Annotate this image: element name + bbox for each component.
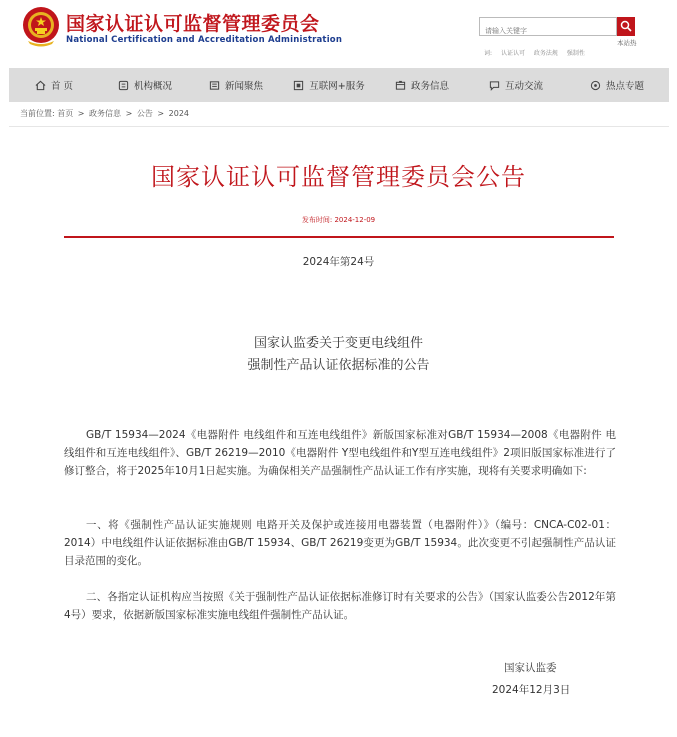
search-box <box>479 17 617 36</box>
nav-item-label: 首 页 <box>50 81 74 92</box>
subtitle-line: 国家认监委关于变更电线组件 <box>253 336 423 351</box>
news-icon <box>209 80 220 91</box>
article-paragraph: 一、将《强制性产品认证实施规则 电路开关及保护或连接用电器装置（电器附件）》（编号：CNCA-C02-01：2014）中电线组件认证依据标准由GB/T 15934、GB/T 26219变更为GB/T 15934。此次变更不引起强制性产品认证目录范围的变化。 <box>64 519 616 567</box>
search-icon <box>620 20 632 32</box>
breadcrumb-label: 当前位置: <box>20 109 55 118</box>
org-name-en: National Certification and Accreditation Administration <box>66 35 343 45</box>
building-icon <box>118 80 129 91</box>
signature-org: 国家认监委 <box>504 662 557 674</box>
nav-item-label: 热点专题 <box>605 81 644 92</box>
article-title: 国家认证认可监督管理委员会公告 <box>151 163 526 191</box>
search-input[interactable] <box>480 23 598 40</box>
hot-words-prefix: 词: <box>484 50 493 57</box>
national-emblem-icon[interactable] <box>22 5 60 47</box>
hot-word-link[interactable]: 强制性 <box>566 50 585 57</box>
article-paragraph: GB/T 15934—2024《电器附件 电线组件和互连电线组件》新版国家标准对GB/T 15934—2008《电器附件 电线组件和互连电线组件》、GB/T 26219—2010《电器附件 Y型电线组件和Y型互连电线组件》2项旧版国家标准进行了修订整合，将于2025年10月1日起实施。为确保相关产品强制性产品认证工作有序实施，现将有关要求明确如下: <box>64 429 616 477</box>
nav-item-about[interactable] <box>99 68 191 102</box>
nav-item-label: 政务信息 <box>410 81 449 92</box>
publish-date-value: 2024-12-09 <box>334 216 376 224</box>
breadcrumb-item[interactable]: 公告 <box>136 109 153 118</box>
breadcrumb <box>20 108 189 119</box>
nav-item-interaction[interactable] <box>467 68 565 102</box>
nav-item-label: 新闻聚焦 <box>224 81 263 92</box>
breadcrumb-item[interactable]: 首页 <box>57 109 74 118</box>
site-header <box>0 0 677 68</box>
nav-item-label: 互动交流 <box>504 81 543 92</box>
breadcrumb-separator: > <box>77 109 85 118</box>
hot-words <box>484 48 592 57</box>
main-nav <box>9 68 669 102</box>
home-icon <box>35 80 46 91</box>
publish-date <box>0 215 677 225</box>
topic-icon <box>590 80 601 91</box>
hot-word-link[interactable]: 政务法规 <box>533 50 558 57</box>
nav-item-home[interactable] <box>9 68 99 102</box>
nav-item-gov-info[interactable] <box>377 68 467 102</box>
title-divider <box>64 236 614 238</box>
nav-item-services[interactable] <box>281 68 377 102</box>
breadcrumb-item[interactable]: 政务信息 <box>89 109 122 118</box>
doc-number: 2024年第24号 <box>302 256 375 268</box>
breadcrumb-separator: > <box>157 109 165 118</box>
info-icon <box>395 80 406 91</box>
divider <box>9 126 669 127</box>
breadcrumb-separator: > <box>125 109 133 118</box>
nav-item-label: 互联网+服务 <box>309 81 365 92</box>
service-icon <box>293 80 304 91</box>
nav-item-topics[interactable] <box>565 68 669 102</box>
hot-word-link[interactable]: 认证认可 <box>500 50 525 57</box>
signature-date: 2024年12月3日 <box>492 684 571 696</box>
chat-icon <box>489 80 500 91</box>
search-button[interactable] <box>617 17 635 36</box>
nav-item-news[interactable] <box>191 68 281 102</box>
article-subtitle <box>0 333 677 377</box>
nav-item-label: 机构概况 <box>133 81 172 92</box>
hot-search-label: 本站热 <box>617 39 637 47</box>
breadcrumb-item[interactable]: 2024 <box>168 109 189 118</box>
publish-label: 发布时间: <box>301 216 333 224</box>
subtitle-line: 强制性产品认证依据标准的公告 <box>247 358 430 373</box>
article-paragraph: 二、各指定认证机构应当按照《关于强制性产品认证依据标准修订时有关要求的公告》（国家认监委公告2012年第4号）要求，依据新版国家标准实施电线组件强制性产品认证。 <box>64 591 616 621</box>
org-name-cn[interactable]: 国家认证认可监督管理委员会 <box>66 13 320 35</box>
